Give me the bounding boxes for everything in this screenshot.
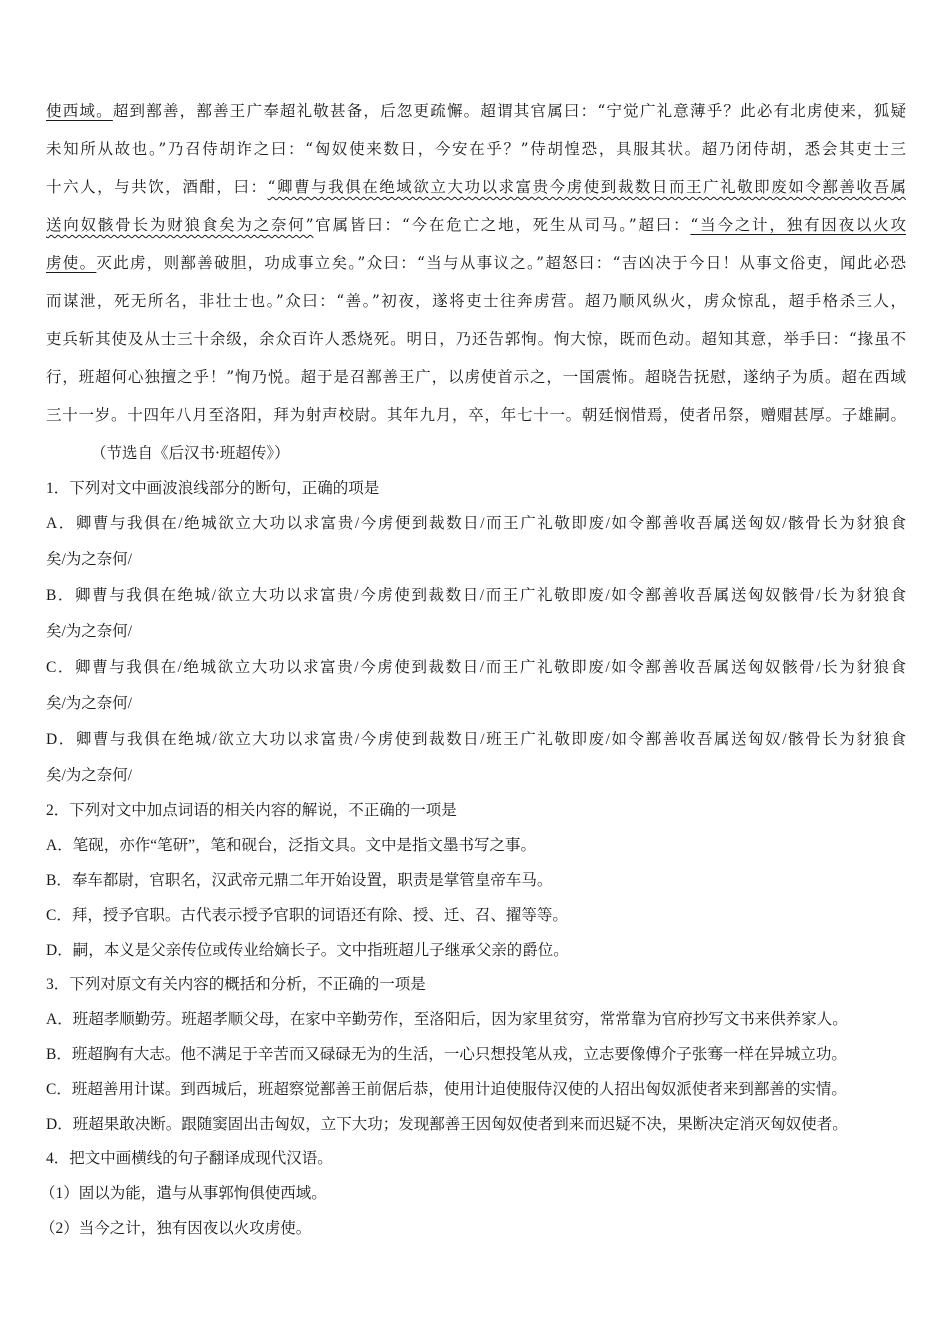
wavy-underlined-text: “卿曹与我俱在绝域欲立大功以求富贵今虏使到裁数日而王广礼敬即废如令鄯善收吾属 <box>267 178 906 196</box>
passage-line: 使西域。超到鄯善，鄯善王广奉超礼敬甚备，后忽更疏懈。超谓其官属曰：“宁觉广礼意薄乎？此必有北虏使来，狐疑 <box>46 102 906 120</box>
underlined-sentence: 使西域。 <box>46 102 113 120</box>
question-stem: 4．把文中画横线的句子翻译成现代汉语。 <box>46 1150 333 1167</box>
passage-line: 行，班超何心独擅之乎！”恂乃悦。超于是召鄯善王广，以虏使首示之，一国震怖。超晓告抚慰，遂纳子为质。超在西域 <box>46 368 906 386</box>
underlined-sentence: 虏使。 <box>46 254 97 272</box>
translation-item-2: （2）当今之计，独有因夜以火攻虏使。 <box>40 1220 312 1237</box>
option-d: D．班超果敢决断。跟随窦固出击匈奴，立下大功；发现鄯善王因匈奴使者到来而迟疑不决，果断决定消灭匈奴使者。 <box>46 1116 848 1133</box>
question-1 <box>46 472 906 794</box>
question-3 <box>46 968 906 1142</box>
wavy-underlined-text: 送向奴骸骨长为财狼食矣为之奈何” <box>46 216 314 234</box>
option-d: D．卿曹与我俱在绝城/欲立大功以求富贵/今虏使到裁数日/班王广礼敬即废/如令鄯善收吾属送匈奴/骸骨长为豺狼食 矣/为之奈何/ <box>46 731 906 784</box>
question-2 <box>46 794 906 968</box>
document-page <box>40 92 906 1246</box>
passage-line: 而谋泄，死无所名，非壮士也。”众曰：“善。”初夜，遂将吏士往奔虏营。超乃顺风纵火，虏众惊乱，超手格杀三人， <box>46 292 906 310</box>
classical-passage <box>46 92 906 472</box>
option-a: A．卿曹与我俱在/绝城欲立大功以求富贵/今虏便到裁数日/而王广礼敬即废/如令鄯善收吾属送匈奴/骸骨长为豺狼食 矣/为之奈何/ <box>46 515 906 568</box>
passage-line: 三十一岁。十四年八月至洛阳，拜为射声校尉。其年九月，卒，年七十一。朝廷悯惜焉，使者吊祭，赠赗甚厚。子雄嗣。 <box>46 406 906 424</box>
translation-item-1: （1）固以为能，遣与从事郭恂俱使西域。 <box>40 1185 327 1202</box>
question-stem: 1．下列对文中画波浪线部分的断句，正确的项是 <box>46 480 380 497</box>
question-stem: 3．下列对原文有关内容的概括和分析，不正确的一项是 <box>46 976 426 993</box>
question-4 <box>40 1142 906 1246</box>
underlined-sentence: “当今之计，独有因夜以火攻 <box>690 216 906 234</box>
option-c: C．班超善用计谋。到西城后，班超察觉鄯善王前倨后恭，使用计迫使服侍汉使的人招出匈奴派使者来到鄯善的实情。 <box>46 1081 847 1098</box>
question-stem: 2．下列对文中加点词语的相关内容的解说，不正确的一项是 <box>46 802 457 819</box>
passage-source: （节选自《后汉书·班超传》） <box>91 444 290 462</box>
option-b: B．班超胸有大志。他不满足于辛苦而又碌碌无为的生活，一心只想投笔从戎，立志要像傅介子张骞一样在异城立功。 <box>46 1046 847 1063</box>
option-c: C．卿曹与我俱在/绝城欲立大功以求富贵/今虏使到裁数日/而王广礼敬即废/如令鄯善收吾属送匈奴骸骨/长为豺狼食 矣/为之奈何/ <box>46 659 906 712</box>
option-a: A．笔砚，亦作“笔研”，笔和砚台，泛指文具。文中是指文墨书写之事。 <box>46 837 536 854</box>
passage-line: 送向奴骸骨长为财狼食矣为之奈何”官属皆曰：“今在危亡之地，死生从司马。”超曰：“当今之计，独有因夜以火攻 <box>46 216 906 234</box>
option-c: C．拜，授予官职。古代表示授予官职的词语还有除、授、迁、召、擢等等。 <box>46 907 568 924</box>
passage-line: 吏兵斩其使及从士三十余级，余众百许人悉烧死。明日，乃还告郭恂。恂大惊，既而色动。超知其意，举手曰：“掾虽不 <box>46 330 906 348</box>
option-d: D．嗣，本义是父亲传位或传业给嫡长子。文中指班超儿子继承父亲的爵位。 <box>46 942 569 959</box>
passage-line: 十六人，与共饮，酒酣，曰：“卿曹与我俱在绝域欲立大功以求富贵今虏使到裁数日而王广礼敬即废如令鄯善收吾属 <box>46 178 906 196</box>
option-b: B．卿曹与我俱在绝城/欲立大功以求富贵/今虏使到裁数日/而王广礼敬即废/如令鄯善收吾属送匈奴骸骨/长为豺狼食 矣/为之奈何/ <box>46 587 906 640</box>
option-b: B．奉车都尉，官职名，汉武帝元鼎二年开始设置，职责是掌管皇帝车马。 <box>46 872 553 889</box>
passage-line: 未知所从故也。”乃召侍胡诈之曰：“匈奴使来数日，今安在乎？”侍胡惶恐，具服其状。超乃闭侍胡，悉会其吏士三 <box>46 140 906 158</box>
passage-line: 虏使。灭此虏，则鄯善破胆，功成事立矣。”众曰：“当与从事议之。”超怒曰：“吉凶决于今日！从事文俗吏，闻此必恐 <box>46 254 906 272</box>
option-a: A．班超孝顺勤劳。班超孝顺父母，在家中辛勤劳作，至洛阳后，因为家里贫穷，常常靠为官府抄写文书来供养家人。 <box>46 1011 848 1028</box>
